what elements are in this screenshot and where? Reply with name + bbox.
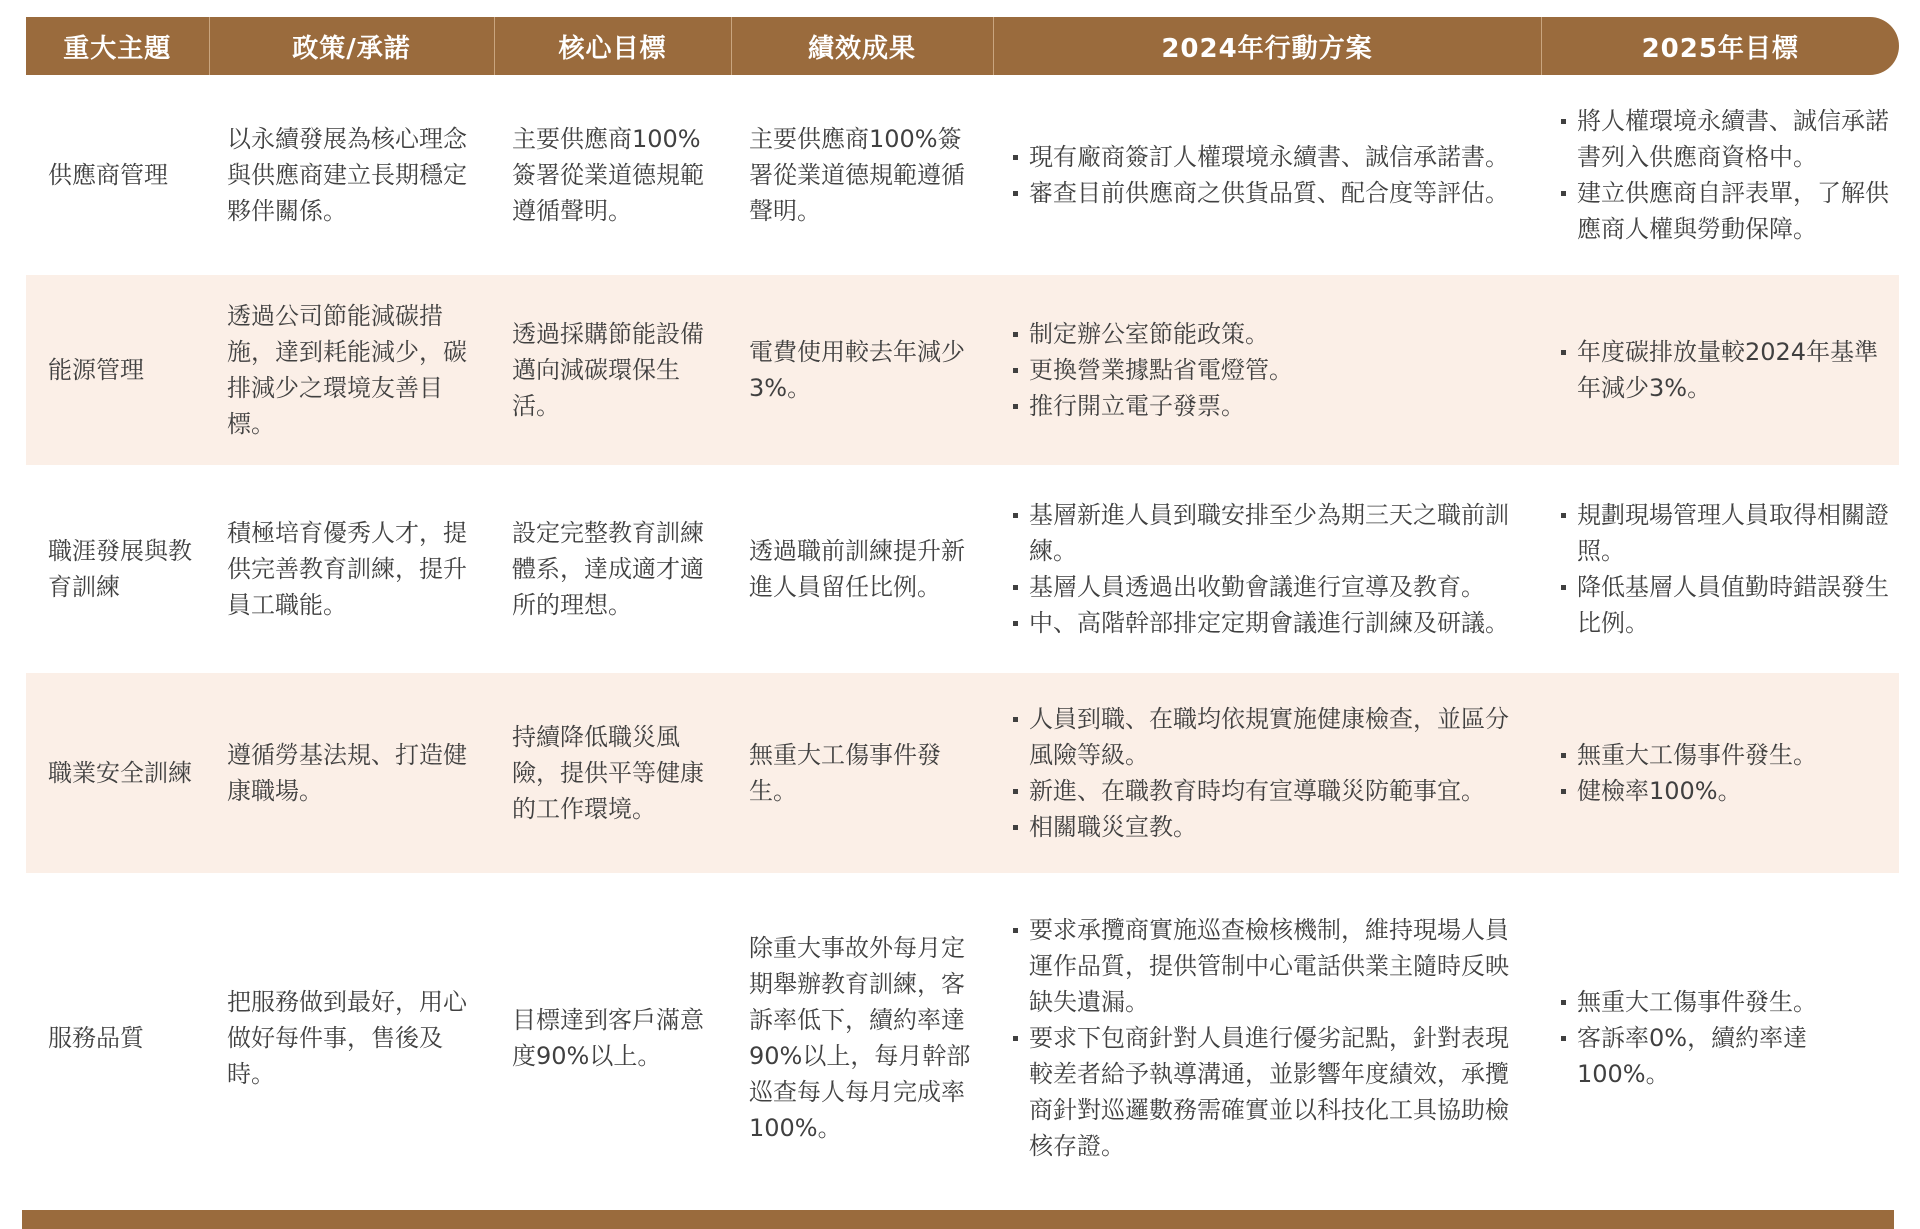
- cell-result: 透過職前訓練提升新進人員留任比例。: [749, 537, 965, 601]
- table-row: [26, 673, 1899, 873]
- action-list: [1011, 497, 1531, 641]
- header-2024-actions: 2024年行動方案: [993, 17, 1541, 75]
- table-header-row: [26, 17, 1899, 75]
- cell-topic: 職業安全訓練: [26, 673, 209, 873]
- action-list: [1011, 316, 1531, 424]
- cell-goal: 持續降低職災風險，提供平等健康的工作環境。: [494, 673, 731, 873]
- target-list: [1559, 334, 1889, 406]
- list-item: 將人權環境永續書、誠信承諾書列入供應商資格中。: [1559, 103, 1889, 175]
- list-item: 降低基層人員值勤時錯誤發生比例。: [1559, 569, 1889, 641]
- cell-policy: 把服務做到最好，用心做好每件事，售後及時。: [227, 988, 467, 1088]
- list-item: 審查目前供應商之供貨品質、配合度等評估。: [1011, 175, 1531, 211]
- header-core-goal: 核心目標: [494, 17, 731, 75]
- cell-targets: [1541, 673, 1899, 873]
- target-list: [1559, 103, 1889, 247]
- target-list: [1559, 984, 1889, 1092]
- header-2025-targets: 2025年目標: [1541, 17, 1899, 75]
- cell-topic: 能源管理: [26, 275, 209, 465]
- cell-topic: 服務品質: [48, 1024, 144, 1052]
- cell-result: 無重大工傷事件發生。: [731, 673, 993, 873]
- list-item: 現有廠商簽訂人權環境永續書、誠信承諾書。: [1011, 139, 1531, 175]
- table-row: [26, 275, 1899, 465]
- action-list: [1011, 701, 1531, 845]
- cell-targets: [1541, 873, 1899, 1203]
- table-row: [26, 465, 1899, 673]
- list-item: 無重大工傷事件發生。: [1559, 984, 1889, 1020]
- cell-goal: 主要供應商100%簽署從業道德規範遵循聲明。: [512, 125, 704, 225]
- action-list: [1011, 912, 1531, 1164]
- target-list: [1559, 737, 1889, 809]
- action-list: [1011, 139, 1531, 211]
- cell-actions: [993, 673, 1541, 873]
- list-item: 中、高階幹部排定定期會議進行訓練及研議。: [1011, 605, 1531, 641]
- list-item: 要求承攬商實施巡查檢核機制，維持現場人員運作品質，提供管制中心電話供業主隨時反映缺失遺漏。: [1011, 912, 1531, 1020]
- list-item: 基層新進人員到職安排至少為期三天之職前訓練。: [1011, 497, 1531, 569]
- cell-policy: 遵循勞基法規、打造健康職場。: [209, 673, 494, 873]
- list-item: 客訴率0%，續約率達100%。: [1559, 1020, 1889, 1092]
- list-item: 人員到職、在職均依規實施健康檢查，並區分風險等級。: [1011, 701, 1531, 773]
- list-item: 更換營業據點省電燈管。: [1011, 352, 1531, 388]
- cell-result: 電費使用較去年減少3%。: [731, 275, 993, 465]
- cell-topic: 職涯發展與教育訓練: [48, 537, 192, 601]
- cell-result: 主要供應商100%簽署從業道德規範遵循聲明。: [749, 125, 965, 225]
- esg-material-topics-table-container: [26, 17, 1899, 1203]
- list-item: 健檢率100%。: [1559, 773, 1889, 809]
- list-item: 要求下包商針對人員進行優劣記點，針對表現較差者給予執導溝通，並影響年度績效，承攬商針對巡邏數務需確實並以科技化工具協助檢核存證。: [1011, 1020, 1531, 1164]
- cell-policy: 透過公司節能減碳措施，達到耗能減少，碳排減少之環境友善目標。: [209, 275, 494, 465]
- list-item: 推行開立電子發票。: [1011, 388, 1531, 424]
- cell-goal: 設定完整教育訓練體系，達成適才適所的理想。: [512, 519, 704, 619]
- cell-goal: 透過採購節能設備邁向減碳環保生活。: [494, 275, 731, 465]
- list-item: 年度碳排放量較2024年基準年減少3%。: [1559, 334, 1889, 406]
- list-item: 制定辦公室節能政策。: [1011, 316, 1531, 352]
- cell-targets: [1541, 465, 1899, 673]
- header-result: 績效成果: [731, 17, 993, 75]
- cell-actions: [993, 465, 1541, 673]
- cell-policy: 積極培育優秀人才，提供完善教育訓練，提升員工職能。: [227, 519, 467, 619]
- table-row: [26, 873, 1899, 1203]
- cell-actions: [993, 275, 1541, 465]
- list-item: 基層人員透過出收勤會議進行宣導及教育。: [1011, 569, 1531, 605]
- cell-targets: [1541, 275, 1899, 465]
- list-item: 建立供應商自評表單，了解供應商人權與勞動保障。: [1559, 175, 1889, 247]
- bottom-accent-bar: [22, 1210, 1894, 1229]
- cell-topic: 供應商管理: [48, 161, 168, 189]
- header-topic: 重大主題: [26, 17, 209, 75]
- material-topics-table: [26, 17, 1899, 1203]
- cell-actions: [993, 75, 1541, 275]
- list-item: 規劃現場管理人員取得相關證照。: [1559, 497, 1889, 569]
- list-item: 新進、在職教育時均有宣導職災防範事宜。: [1011, 773, 1531, 809]
- table-row: [26, 75, 1899, 275]
- header-policy: 政策/承諾: [209, 17, 494, 75]
- list-item: 無重大工傷事件發生。: [1559, 737, 1889, 773]
- cell-goal: 目標達到客戶滿意度90%以上。: [512, 1006, 704, 1070]
- cell-targets: [1541, 75, 1899, 275]
- cell-policy: 以永續發展為核心理念與供應商建立長期穩定夥伴關係。: [227, 125, 467, 225]
- cell-actions: [993, 873, 1541, 1203]
- target-list: [1559, 497, 1889, 641]
- list-item: 相關職災宣教。: [1011, 809, 1531, 845]
- cell-result: 除重大事故外每月定期舉辦教育訓練，客訴率低下，續約率達90%以上，每月幹部巡查每人每月完成率100%。: [749, 934, 971, 1142]
